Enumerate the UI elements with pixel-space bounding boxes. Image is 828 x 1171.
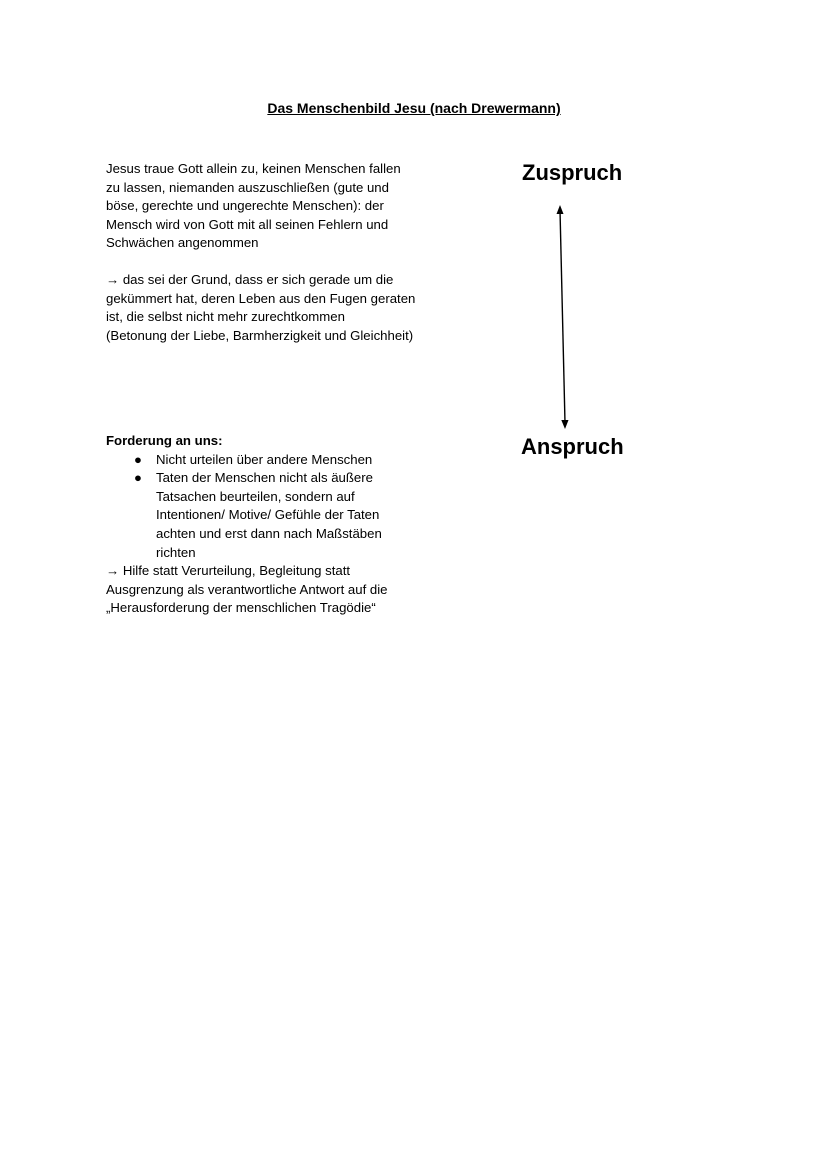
reason-text: → das sei der Grund, dass er sich gerade um die gekümmert hat, deren Leben aus den Fugen geraten ist, die selbst nicht mehr zurechtkommen [106, 272, 416, 325]
bullet-icon: ● [134, 470, 142, 486]
list-item [134, 469, 416, 562]
arrow-line [560, 210, 565, 423]
reason-note: (Betonung der Liebe, Barmherzigkeit und Gleichheit) [106, 327, 414, 343]
list-item-text: Taten der Menschen nicht als äußere Tatsachen beurteilen, sondern auf Intentionen/ Motive/ Gefühle der Taten achten und erst dann nach Maßstäben richten [156, 470, 382, 560]
label-anspruch: Anspruch [521, 434, 624, 459]
arrow-head-up [557, 205, 564, 214]
bullet-icon: ● [134, 451, 142, 467]
demands-conclusion: → Hilfe statt Verurteilung, Begleitung statt Ausgrenzung als verantwortliche Antwort auf die „Herausforderung der menschlichen Tragödie“ [106, 563, 388, 616]
double-arrow-icon [540, 200, 590, 435]
list-item-text: Nicht urteilen über andere Menschen [156, 451, 373, 467]
list-item [134, 451, 416, 470]
demands-section [106, 432, 416, 618]
reason-section [106, 271, 416, 345]
demands-heading: Forderung an uns: [106, 433, 223, 448]
demands-list [106, 451, 416, 563]
intro-paragraph [106, 160, 416, 253]
arrow-head-down [561, 420, 568, 429]
page-title: Das Menschenbild Jesu (nach Drewermann) [267, 100, 561, 116]
label-zuspruch: Zuspruch [522, 160, 623, 185]
intro-text: Jesus traue Gott allein zu, keinen Menschen fallen zu lassen, niemanden auszuschließen (gute und böse, gerechte und ungerechte Menschen): der Mensch wird von Gott mit all seinen Fehlern und Schwächen angenommen [106, 161, 401, 251]
